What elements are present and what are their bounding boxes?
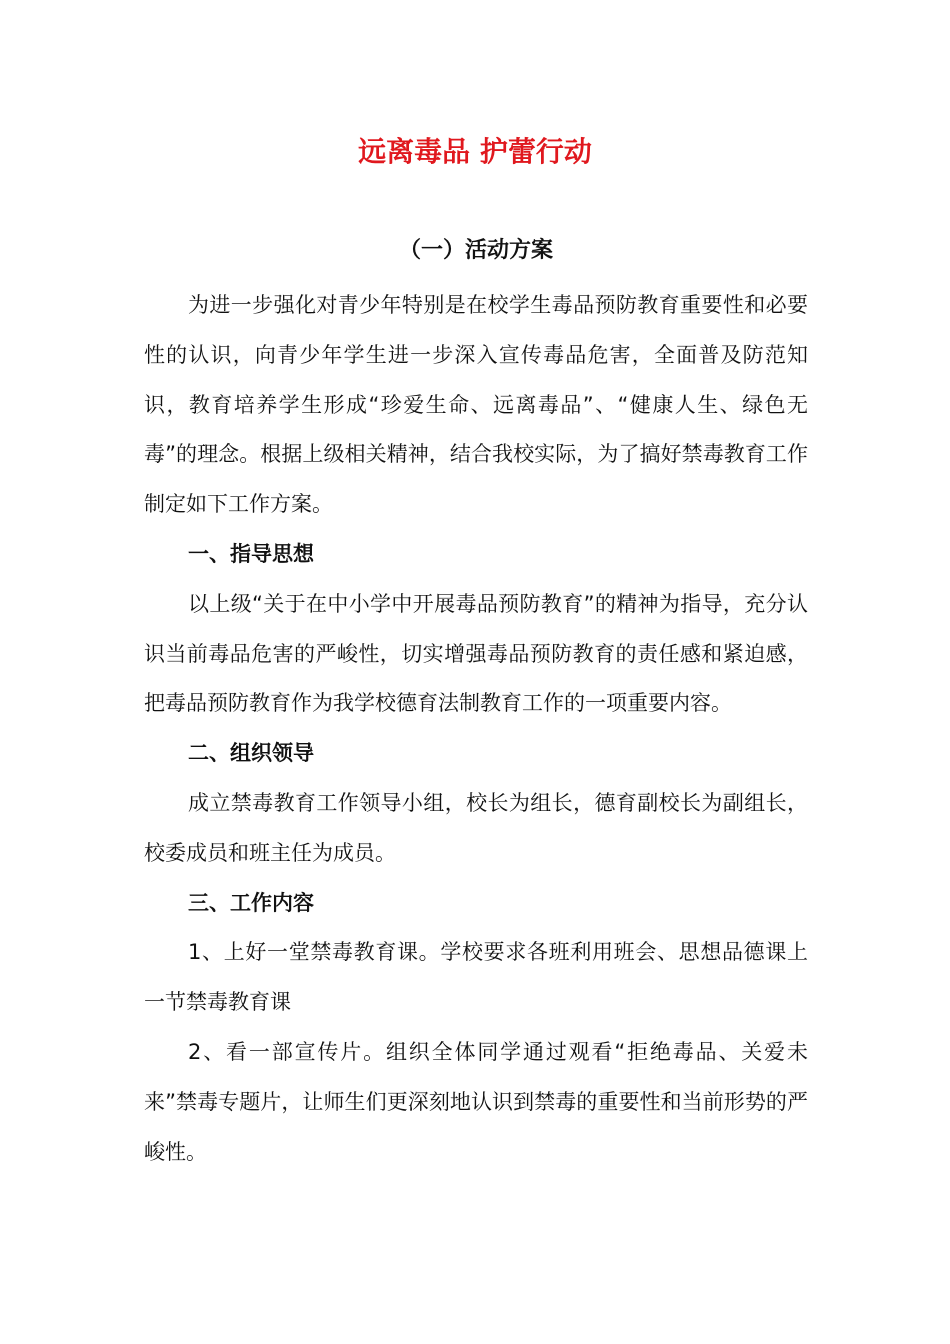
section-paragraph: 以上级“关于在中小学中开展毒品预防教育”的精神为指导，充分认识当前毒品危害的严峻性，切实增强毒品预防教育的责任感和紧迫感，把毒品预防教育作为我学校德育法制教育工作的一项重要内容。: [144, 591, 808, 716]
section-guiding-ideology: [144, 530, 808, 729]
section-heading: 三、工作内容: [188, 890, 314, 915]
section-title: （一）活动方案: [398, 238, 553, 263]
section-heading: 二、组织领导: [188, 741, 314, 766]
document-body: [144, 232, 808, 1177]
intro-paragraph: 为进一步强化对青少年特别是在校学生毒品预防教育重要性和必要性的认识，向青少年学生进一步深入宣传毒品危害，全面普及防范知识，教育培养学生形成“珍爱生命、远离毒品”、“健康人生、绿色无毒”的理念。根据上级相关精神，结合我校实际，为了搞好禁毒教育工作制定如下工作方案。: [144, 293, 808, 517]
section-paragraph: 2、看一部宣传片。组织全体同学通过观看“拒绝毒品、关爱未来”禁毒专题片，让师生们更深刻地认识到禁毒的重要性和当前形势的严峻性。: [144, 1039, 808, 1164]
section-work-content: [144, 879, 808, 1178]
document-title: 远离毒品 护蕾行动: [358, 135, 592, 168]
section-paragraph: 成立禁毒教育工作领导小组，校长为组长，德育副校长为副组长，校委成员和班主任为成员。: [144, 790, 808, 865]
section-paragraph: 1、上好一堂禁毒教育课。学校要求各班利用班会、思想品德课上一节禁毒教育课: [144, 940, 808, 1015]
section-heading: 一、指导思想: [188, 541, 314, 566]
section-organization: [144, 729, 808, 878]
